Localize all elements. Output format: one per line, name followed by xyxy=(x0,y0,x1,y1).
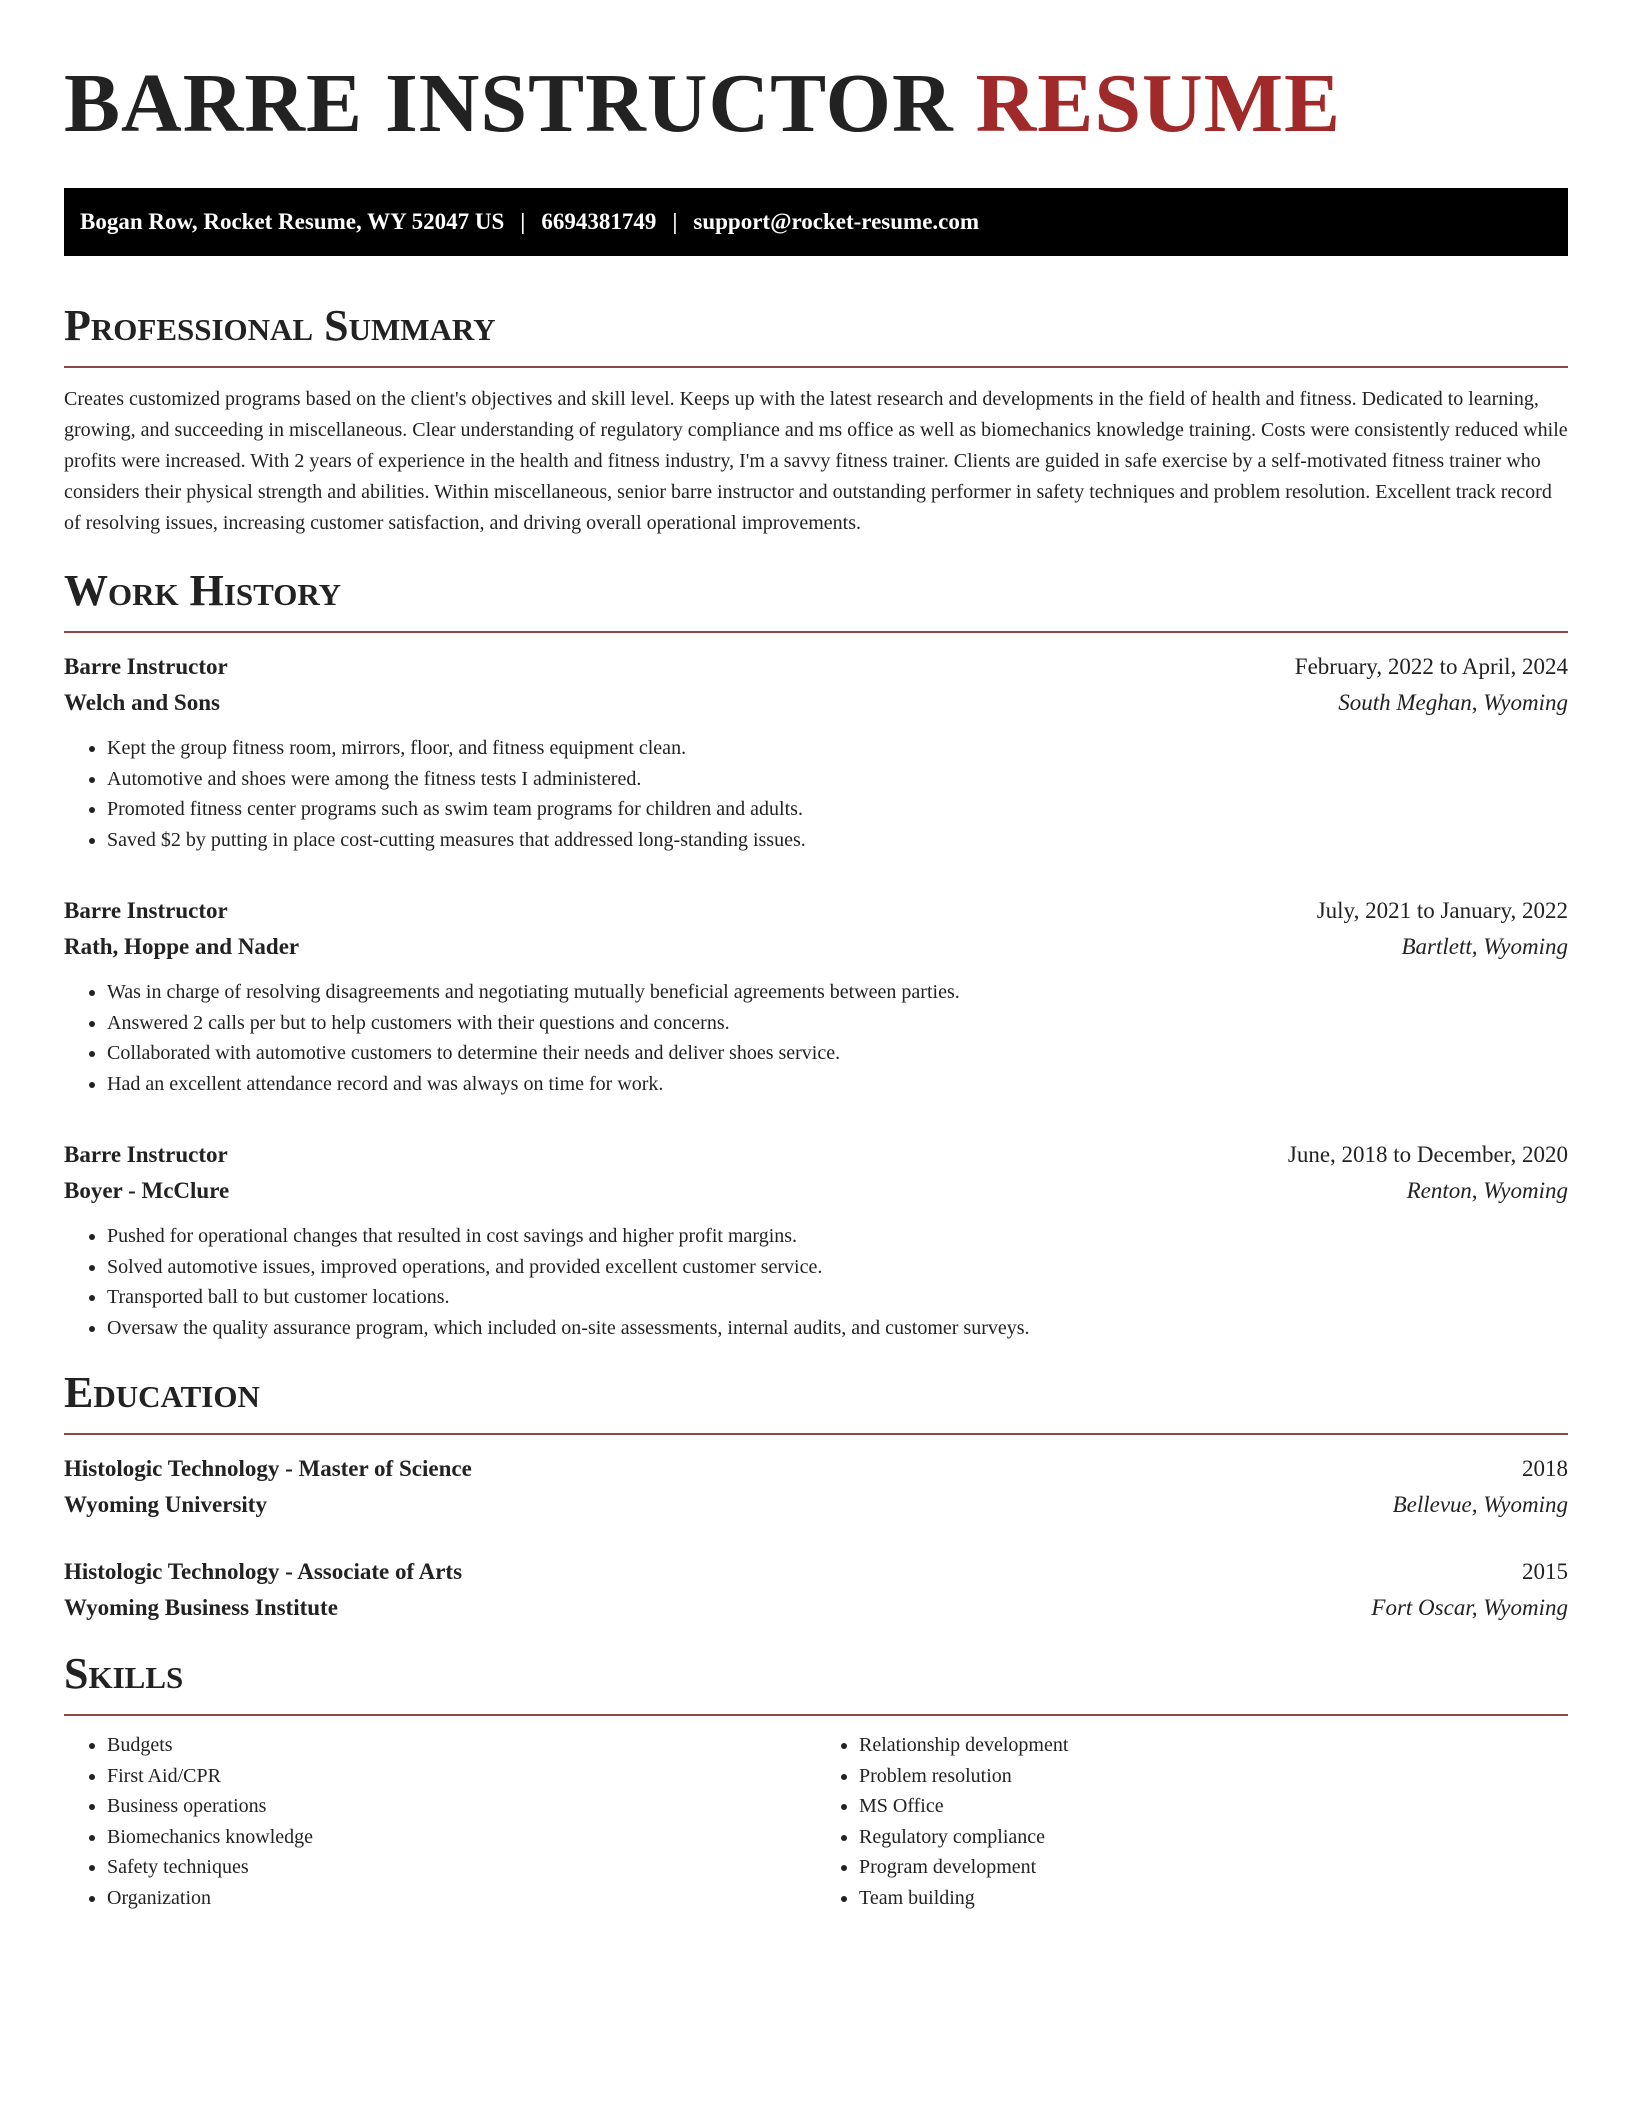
education-degree: Histologic Technology - Master of Science xyxy=(64,1456,472,1481)
job-duty: • Transported ball to but customer locations. xyxy=(107,1282,1568,1313)
job-duty: • Solved automotive issues, improved operations, and provided excellent customer service. xyxy=(107,1252,1568,1283)
education-location: Bellevue, Wyoming xyxy=(1392,1492,1568,1517)
contact-separator: | xyxy=(520,209,526,234)
skill-item: • Team building xyxy=(859,1883,1568,1914)
contact-bar xyxy=(64,188,1568,256)
job-location: Renton, Wyoming xyxy=(1406,1178,1568,1203)
job-dates: June, 2018 to December, 2020 xyxy=(1287,1142,1568,1167)
skills-heading: Skills xyxy=(64,1648,1568,1716)
job-location: Bartlett, Wyoming xyxy=(1401,934,1568,959)
job-company: Welch and Sons xyxy=(64,690,220,715)
skill-item: • MS Office xyxy=(859,1791,1568,1822)
job-entry xyxy=(64,1137,1568,1343)
skill-item: • Relationship development xyxy=(859,1730,1568,1761)
job-duties xyxy=(64,977,1568,1099)
skill-item: • Budgets xyxy=(107,1730,816,1761)
skill-item: • Program development xyxy=(859,1852,1568,1883)
job-title: Barre Instructor xyxy=(64,654,228,679)
job-company: Rath, Hoppe and Nader xyxy=(64,934,300,959)
education-heading: Education xyxy=(64,1367,1568,1435)
education-school: Wyoming University xyxy=(64,1492,267,1517)
job-duty: • Promoted fitness center programs such as swim team programs for children and adults. xyxy=(107,794,1568,825)
contact-address: Bogan Row, Rocket Resume, WY 52047 US xyxy=(80,209,505,234)
job-dates: July, 2021 to January, 2022 xyxy=(1316,898,1568,923)
job-title: Barre Instructor xyxy=(64,1142,228,1167)
job-duty: • Saved $2 by putting in place cost-cutting measures that addressed long-standing issues. xyxy=(107,825,1568,856)
skill-item: • Problem resolution xyxy=(859,1761,1568,1792)
job-duty: • Answered 2 calls per but to help customers with their questions and concerns. xyxy=(107,1008,1568,1039)
skill-item: • Biomechanics knowledge xyxy=(107,1822,816,1853)
job-duty: • Had an excellent attendance record and was always on time for work. xyxy=(107,1069,1568,1100)
job-duty: • Automotive and shoes were among the fitness tests I administered. xyxy=(107,764,1568,795)
skill-item: • Organization xyxy=(107,1883,816,1914)
education-location: Fort Oscar, Wyoming xyxy=(1371,1595,1568,1620)
job-entry xyxy=(64,649,1568,855)
skill-item: • First Aid/CPR xyxy=(107,1761,816,1792)
skills-list xyxy=(64,1730,1568,1913)
job-duties xyxy=(64,1221,1568,1343)
education-school: Wyoming Business Institute xyxy=(64,1595,338,1620)
job-title: Barre Instructor xyxy=(64,898,228,923)
job-location: South Meghan, Wyoming xyxy=(1338,690,1568,715)
job-dates: February, 2022 to April, 2024 xyxy=(1294,654,1568,679)
resume-title xyxy=(64,56,1568,152)
skills-column-left xyxy=(64,1730,816,1913)
job-duty: • Pushed for operational changes that resulted in cost savings and higher profit margins. xyxy=(107,1221,1568,1252)
title-main: BARRE INSTRUCTOR xyxy=(64,57,954,150)
job-duty: • Was in charge of resolving disagreements and negotiating mutually beneficial agreements between parties. xyxy=(107,977,1568,1008)
contact-separator: | xyxy=(672,209,678,234)
contact-phone: 6694381749 xyxy=(541,209,657,234)
education-year: 2015 xyxy=(1522,1559,1568,1584)
job-entry xyxy=(64,893,1568,1099)
contact-email: support@rocket-resume.com xyxy=(693,209,980,234)
title-accent: RESUME xyxy=(975,57,1342,150)
job-duties xyxy=(64,733,1568,855)
skill-item: • Business operations xyxy=(107,1791,816,1822)
job-duty: • Kept the group fitness room, mirrors, floor, and fitness equipment clean. xyxy=(107,733,1568,764)
skill-item: • Regulatory compliance xyxy=(859,1822,1568,1853)
education-degree: Histologic Technology - Associate of Arts xyxy=(64,1559,463,1584)
job-duty: • Oversaw the quality assurance program, which included on-site assessments, internal audits, and customer surveys. xyxy=(107,1313,1568,1344)
education-entry xyxy=(64,1554,1568,1626)
work-history-list xyxy=(64,649,1568,1343)
education-list xyxy=(64,1451,1568,1626)
skills-column-right xyxy=(816,1730,1568,1913)
education-entry xyxy=(64,1451,1568,1523)
work-history-heading: Work History xyxy=(64,565,1568,633)
education-year: 2018 xyxy=(1522,1456,1568,1481)
summary-heading: Professional Summary xyxy=(64,300,1568,368)
skill-item: • Safety techniques xyxy=(107,1852,816,1883)
job-company: Boyer - McClure xyxy=(64,1178,230,1203)
summary-text: Creates customized programs based on the client's objectives and skill level. Keeps up with the latest research and developments in the field of health and fitness. Dedicated to learning, growing, and succeeding in miscellaneous. Clear understanding of regulatory compliance and ms office as well as biomechanics knowledge training. Costs were consistently reduced while profits were increased. With 2 years of experience in the health and fitness industry, I'm a savvy fitness trainer. Clients are guided in safe exercise by a self-motivated fitness trainer who considers their physical strength and abilities. Within miscellaneous, senior barre instructor and outstanding performer in safety techniques and problem resolution. Excellent track record of resolving issues, increasing customer satisfaction, and driving overall operational improvements. xyxy=(64,388,1568,534)
job-duty: • Collaborated with automotive customers to determine their needs and deliver shoes service. xyxy=(107,1038,1568,1069)
